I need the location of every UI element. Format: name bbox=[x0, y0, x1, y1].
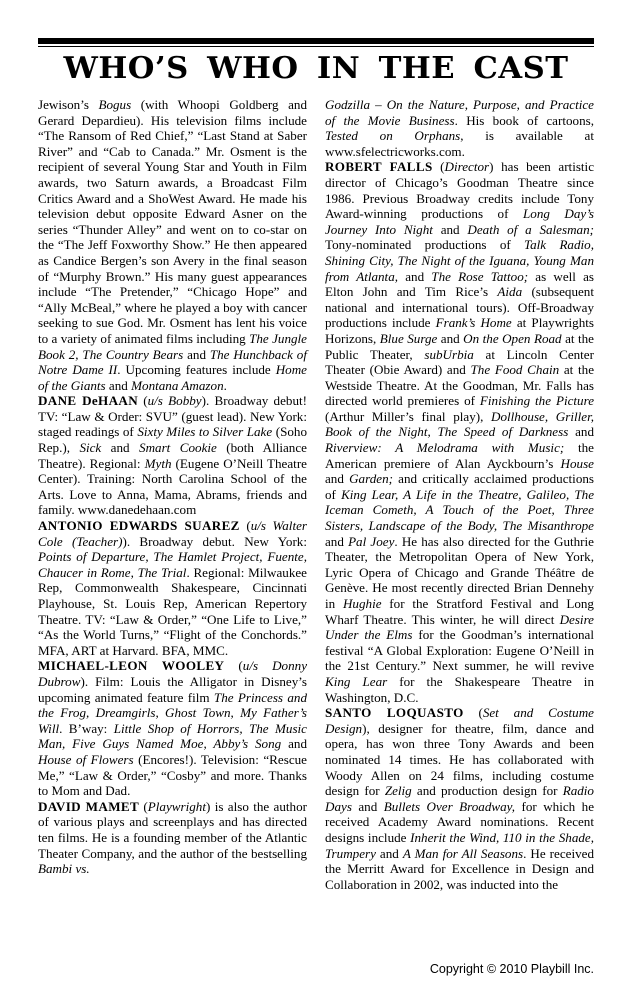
italic-title-run: Frank’s Home bbox=[435, 315, 512, 331]
bio-name: MICHAEL-LEON WOOLEY bbox=[38, 658, 225, 674]
italic-title-run: Points of Departure, The Hamlet Project, Fuente, Chaucer in Rome, The Trial bbox=[38, 549, 307, 580]
italic-title-run: Dollhouse, Griller, Book of the Night, The Speed of Darkness bbox=[325, 408, 594, 440]
text-run: (both Alliance Theatre). Regional: bbox=[38, 440, 307, 471]
text-run: (subsequent national and international tours). Off-Broadway productions include bbox=[325, 284, 594, 331]
text-run: and bbox=[325, 533, 349, 549]
text-run: ). Broadway debut. New York: bbox=[122, 533, 307, 549]
italic-title-run: Inherit the Wind, 110 in the Shade, Trumpery bbox=[325, 829, 594, 861]
italic-title-run: u/s Walter Cole (Teacher) bbox=[38, 518, 307, 549]
text-run: ( bbox=[138, 393, 148, 409]
text-run: for which he received Academy Award nominations. Recent designs include bbox=[325, 798, 595, 845]
bio-name: DANE DeHAAN bbox=[38, 393, 139, 409]
copyright-notice: Copyright © 2010 Playbill Inc. bbox=[429, 962, 594, 976]
italic-title-run: House of Flowers bbox=[38, 751, 134, 767]
italic-title-run: Death of a Salesman; bbox=[467, 221, 594, 237]
right-column bbox=[325, 97, 594, 892]
bio-name: SANTO LOQUASTO bbox=[325, 705, 464, 721]
italic-title-run: The Food Chain bbox=[470, 362, 560, 378]
italic-title-run: Bullets Over Broadway, bbox=[383, 798, 516, 814]
text-run: ( bbox=[224, 658, 243, 674]
text-run: . He has also directed for the Guthrie Theater, the Metropolitan Opera of New York, Lyric Opera of Chicago and Grande Théâtre de Genève. He most recently directed Brian Dennehy in bbox=[325, 533, 594, 611]
italic-title-run: u/s Donny Dubrow bbox=[38, 658, 308, 689]
text-run: . His book of cartoons, bbox=[454, 112, 594, 128]
page-title-word-2: WHO bbox=[207, 51, 299, 86]
bio-entry bbox=[38, 658, 307, 798]
italic-title-run: On the Open Road bbox=[463, 330, 562, 346]
text-run: and bbox=[101, 440, 140, 456]
italic-title-run: Smart Cookie bbox=[139, 440, 217, 456]
text-run: for the Goodman’s international festival “A Global Exploration: Eugene O’Neill in the 21st Century.” Next summer, he will revive bbox=[325, 627, 594, 674]
text-run: ). Film: Louis the Alligator in Disney’s upcoming animated feature film bbox=[38, 673, 307, 705]
italic-title-run: Long Day’s Journey Into Night bbox=[325, 206, 595, 237]
text-run: ), designer for theatre, film, dance and opera, has won three Tony Awards and been nominated 14 times. He has collaborated with Woody Allen on 24 films, including costume design for bbox=[325, 720, 594, 799]
bio-name: ROBERT FALLS bbox=[325, 159, 433, 175]
text-run: ( bbox=[432, 159, 445, 175]
page-title-word-4: THE bbox=[378, 51, 456, 86]
bio-name: DAVID MAMET bbox=[38, 798, 140, 814]
text-run: ) has been artistic director of Chicago’s Goodman Theatre since 1986. Previous Broadway credits include Tony Award-winning productions of bbox=[325, 159, 595, 222]
italic-title-run: A Man for All Seasons bbox=[402, 845, 524, 861]
italic-title-run: Little Shop of Horrors, The Music Man, Five Guys Named Moe, Abby’s Song bbox=[38, 720, 307, 752]
bio-entry bbox=[38, 799, 307, 877]
text-run: (Arthur Miller’s final play), bbox=[325, 408, 492, 424]
body-columns bbox=[38, 97, 594, 945]
text-run: for the Stratford Festival and Long Wharf Theatre. This winter, he will direct bbox=[325, 596, 594, 627]
text-run: for the Shakespeare Theatre in Washington, D.C. bbox=[325, 673, 594, 705]
text-run: and bbox=[325, 471, 350, 487]
bio-entry bbox=[38, 518, 307, 658]
text-run: (Encores!). Television: “Rescue Me,” “Law & Order,” “Cosby” and more. Thanks to Mom and Dad. bbox=[38, 751, 307, 799]
italic-title-run: Sixty Miles to Silver Lake bbox=[137, 424, 273, 440]
italic-title-run: The Hunchback of Notre Dame II bbox=[38, 346, 307, 378]
page-title bbox=[0, 52, 632, 86]
page-title-word-1: WHO’S bbox=[63, 51, 189, 86]
text-run: at Lincoln Center Theater (Obie Award) and bbox=[325, 346, 594, 378]
italic-title-run: Zelig bbox=[384, 783, 412, 799]
text-run: and critically acclaimed productions of bbox=[325, 471, 595, 502]
text-run: Jewison’s bbox=[38, 97, 99, 112]
italic-title-run: Radio Days bbox=[325, 783, 594, 814]
text-run: and production design for bbox=[411, 783, 563, 799]
text-run: and bbox=[351, 798, 384, 814]
italic-title-run: The Rose Tattoo; bbox=[431, 268, 529, 284]
bio-entry bbox=[38, 393, 307, 518]
text-run: the American premiere of Alan Ayckbourn’s bbox=[325, 440, 594, 471]
text-run: and bbox=[105, 377, 132, 393]
italic-title-run: King Lear bbox=[325, 673, 388, 689]
italic-title-run: Home of the Giants bbox=[38, 362, 307, 393]
italic-title-run: Bogus bbox=[98, 97, 132, 112]
italic-title-run: subUrbia bbox=[424, 346, 474, 362]
left-continued-paragraph bbox=[38, 97, 307, 393]
italic-title-run: Finishing the Picture bbox=[479, 393, 594, 409]
text-run: ). Broadway debut! TV: “Law & Order: SVU” (guest lead). New York: staged readings of bbox=[38, 393, 307, 440]
header-rule-thin bbox=[38, 46, 594, 47]
italic-title-run: Blue Surge bbox=[379, 330, 438, 346]
text-run: (Soho Rep.), bbox=[38, 424, 308, 456]
italic-title-run: The Jungle Book 2, The Country Bears bbox=[38, 330, 307, 362]
bio-entry bbox=[325, 705, 594, 892]
text-run: at Playwrights Horizons, bbox=[325, 315, 594, 346]
italic-title-run: Godzilla – On the Nature, Purpose, and Practice of the Movie Business bbox=[325, 97, 594, 128]
bio-name: ANTONIO EDWARDS SUAREZ bbox=[38, 518, 240, 534]
text-run: . Upcoming features include bbox=[117, 362, 276, 378]
italic-title-run: Pal Joey bbox=[348, 533, 395, 549]
text-run: ( bbox=[463, 705, 483, 721]
text-run: . bbox=[223, 377, 227, 393]
right-continued-paragraph bbox=[325, 97, 594, 159]
italic-title-run: Montana Amazon bbox=[131, 377, 224, 393]
italic-title-run: House bbox=[560, 455, 594, 471]
text-run: (Eugene O’Neill Theatre Center). Training: North Carolina School of the Arts. Love to Anna, Mama, Abrams, friends and family. www.danedehaan.com bbox=[38, 455, 307, 518]
italic-title-run: Myth bbox=[144, 455, 172, 471]
italic-title-run: The Princess and the Frog, Dreamgirls, Ghost Town, My Father’s Will bbox=[38, 689, 307, 736]
text-run: ) is also the author of various plays and screenplays and has directed ten films. He is a founding member of the Atlantic Theater Company, and the author of the bestselling bbox=[38, 798, 308, 861]
italic-title-run: Talk Radio, Shining City, The Night of the Iguana, Young Man from Atlanta, bbox=[325, 237, 594, 284]
page-title-word-3: IN bbox=[316, 51, 361, 86]
header-rule bbox=[38, 38, 594, 47]
text-run: . He received the Merritt Award for Excellence in Design and Collaboration in 2002, was inducted into the bbox=[325, 845, 594, 892]
italic-title-run: Sick bbox=[79, 440, 102, 456]
text-run: at the Public Theater, bbox=[325, 330, 594, 362]
text-run: and bbox=[398, 268, 432, 284]
italic-title-run: Bambi vs. bbox=[38, 861, 90, 877]
text-run: and bbox=[183, 346, 210, 362]
text-run: and bbox=[432, 221, 468, 237]
left-column bbox=[38, 97, 307, 877]
text-run: Tony-nominated productions of bbox=[325, 237, 525, 253]
text-run: (with Whoopi Goldberg and Gerard Depardieu). His television films include “The Ransom of Red Chief,” “Last Stand at Saber River” and “Cab to Canada.” Mr. Osment is the recipient of several Young Star and Youth in Film awards, two Saturn awards, a Broadcast Film Critics Award and a ShoWest Award. He made his television debut opposite Edward Asner on the series “Thunder Alley” and went on to co-star on the “The Jeff Foxworthy Show.” He then appeared as Candice Bergen’s son Avery in the final season of “Murphy Brown.” His many guest appearances include “The Pretender,” “Chicago Hope” and “Ally McBeal,” where he played a boy with cancer seeking to sue God. Mr. Osment has lent his voice to a variety of animated films including bbox=[38, 97, 307, 346]
italic-title-run: Garden; bbox=[349, 471, 393, 487]
text-run: as well as Elton John and Tim Rice’s bbox=[325, 268, 595, 300]
page-title-word-5: CAST bbox=[473, 51, 569, 86]
text-run: at the Westside Theatre. At the Goodman, Mr. Falls has directed world premieres of bbox=[325, 362, 595, 409]
italic-title-run: Set and Costume Design bbox=[325, 705, 594, 736]
italic-title-run: Desire Under the Elms bbox=[325, 611, 594, 643]
italic-title-run: Playwright bbox=[147, 798, 206, 814]
text-run: , is available at www.sfelectricworks.com. bbox=[325, 128, 594, 159]
italic-title-run: Riverview: A Melodrama with Music; bbox=[325, 440, 565, 456]
italic-title-run: u/s Bobby bbox=[147, 393, 202, 409]
italic-title-run: Aida bbox=[497, 284, 523, 300]
text-run: ( bbox=[239, 518, 251, 534]
text-run: . Regional: Milwaukee Rep, Commonwealth Shakespeare, Cincinnati Playhouse, St. Louis Rep, American Repertory Theatre. TV: “Law & Order,” “One Life to Live,” “As the World Turns,” “Flight of the Conchords.” MFA, ART at Harvard. BFA, MMC. bbox=[38, 564, 307, 658]
text-run: . B’way: bbox=[59, 720, 114, 736]
italic-title-run: Hughie bbox=[342, 596, 382, 611]
text-run: ( bbox=[139, 798, 148, 814]
italic-title-run: Director bbox=[444, 159, 490, 175]
text-run: and bbox=[437, 330, 464, 346]
italic-title-run: Tested on Orphans bbox=[325, 128, 461, 144]
italic-title-run: King Lear, A Life in the Theatre, Galileo, The Iceman Cometh, A Touch of the Poet, Three Sisters, Landscape of the Body, The Misanthrope bbox=[325, 486, 595, 534]
bio-entry bbox=[325, 159, 594, 705]
text-run: and bbox=[281, 736, 307, 752]
text-run: and bbox=[375, 845, 403, 861]
text-run: and bbox=[568, 424, 594, 440]
